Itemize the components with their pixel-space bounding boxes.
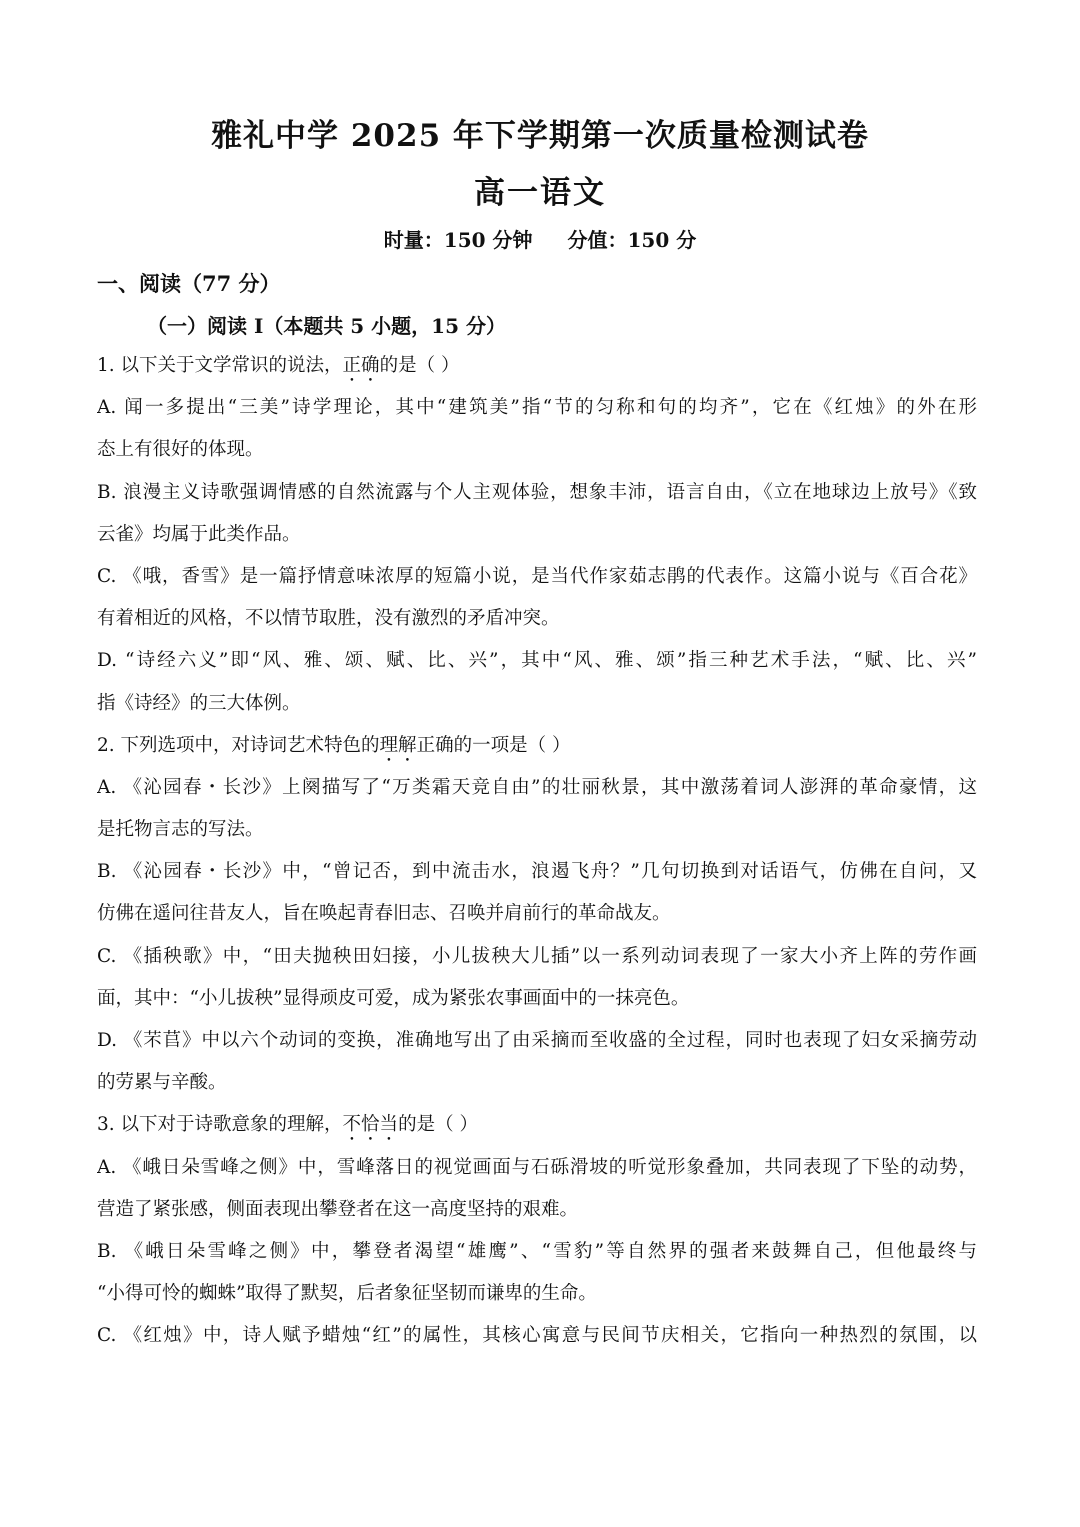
question-3-option-c: C. 《红烛》中，诗人赋予蜡烛“红”的属性，其核心寓意与民间节庆相关，它指向一种热烈的氛围，以 xyxy=(97,1325,977,1347)
exam-title: 雅礼中学 2025 年下学期第一次质量检测试卷 xyxy=(211,118,869,154)
question-3-option-a: A. 《峨日朵雪峰之侧》中，雪峰落日的视觉画面与石砾滑坡的听觉形象叠加，共同表现了下坠的动势， xyxy=(97,1156,977,1178)
question-1-option-d-cont: 指《诗经》的三大体例。 xyxy=(97,692,301,714)
question-2-option-c: C. 《插秧歌》中，“田夫抛秧田妇接，小儿拔秧大儿插”以一系列动词表现了一家大小齐上阵的劳作画 xyxy=(97,945,977,967)
subject-title: 高一语文 xyxy=(474,175,606,211)
question-1-option-a: A. 闻一多提出“三美”诗学理论，其中“建筑美”指“节的匀称和句的均齐”，它在《红烛》的外在形 xyxy=(97,397,977,419)
question-2-option-a: A. 《沁园春・长沙》上阕描写了“万类霜天竞自由”的壮丽秋景，其中激荡着词人澎湃的革命豪情，这 xyxy=(97,776,977,798)
duration-label: 时量：150 分钟 xyxy=(383,228,533,252)
emphasis-text: 不恰当 xyxy=(342,1114,399,1136)
question-3-option-b: B. 《峨日朵雪峰之侧》中，攀登者渴望“雄鹰”、“雪豹”等自然界的强者来鼓舞自己，但他最终与 xyxy=(97,1240,977,1262)
question-2-option-d: D. 《芣苢》中以六个动词的变换，准确地写出了由采摘而至收盛的全过程，同时也表现了妇女采摘劳动 xyxy=(97,1030,977,1051)
question-1-option-c-cont: 有着相近的风格，不以情节取胜，没有激烈的矛盾冲突。 xyxy=(97,608,560,630)
question-3-stem: 3. 以下对于诗歌意象的理解，不恰当的是（ ） xyxy=(97,1114,478,1136)
question-2-option-b: B. 《沁园春・长沙》中，“曾记否，到中流击水，浪遏飞舟？”几句切换到对话语气，仿佛在自问，又 xyxy=(97,861,977,883)
question-2-option-c-cont: 面，其中：“小儿拔秧”显得顽皮可爱，成为紧张农事画面中的一抹亮色。 xyxy=(97,987,690,1009)
question-3-option-a-cont: 营造了紧张感，侧面表现出攀登者在这一高度坚持的艰难。 xyxy=(97,1198,579,1220)
emphasis-text: 理解 xyxy=(379,734,417,756)
question-1-option-b-cont: 云雀》均属于此类作品。 xyxy=(97,523,301,545)
question-1-stem: 1. 以下关于文学常识的说法，正确的是（ ） xyxy=(97,355,460,376)
question-1-option-b: B. 浪漫主义诗歌强调情感的自然流露与个人主观体验，想象丰沛，语言自由，《立在地球边上放号》《致 xyxy=(97,481,977,503)
subsection-heading: （一）阅读 I（本题共 5 小题，15 分） xyxy=(147,314,506,338)
emphasis-text: 正确 xyxy=(342,355,380,376)
question-1-option-c: C. 《哦，香雪》是一篇抒情意味浓厚的短篇小说，是当代作家茹志鹃的代表作。这篇小说与《百合花》 xyxy=(97,565,977,587)
exam-meta xyxy=(0,224,1080,253)
questions xyxy=(97,345,977,1358)
question-1-option-d: D. “诗经六义”即“风、雅、颂、赋、比、兴”，其中“风、雅、颂”指三种艺术手法，“赋、比、兴” xyxy=(97,650,977,672)
question-2-option-a-cont: 是托物言志的写法。 xyxy=(97,819,264,841)
section-heading: 一、阅读（77 分） xyxy=(97,271,281,296)
score-label: 分值：150 分 xyxy=(567,228,697,252)
question-2-option-d-cont: 的劳累与辛酸。 xyxy=(97,1072,227,1094)
question-3-option-b-cont: “小得可怜的蜘蛛”取得了默契，后者象征坚韧而谦卑的生命。 xyxy=(97,1283,597,1305)
question-2-option-b-cont: 仿佛在遥问往昔友人，旨在唤起青春旧志、召唤并肩前行的革命战友。 xyxy=(97,903,671,925)
question-1-option-a-cont: 态上有很好的体现。 xyxy=(97,439,264,461)
question-2-stem: 2. 下列选项中，对诗词艺术特色的理解正确的一项是（ ） xyxy=(97,734,571,756)
